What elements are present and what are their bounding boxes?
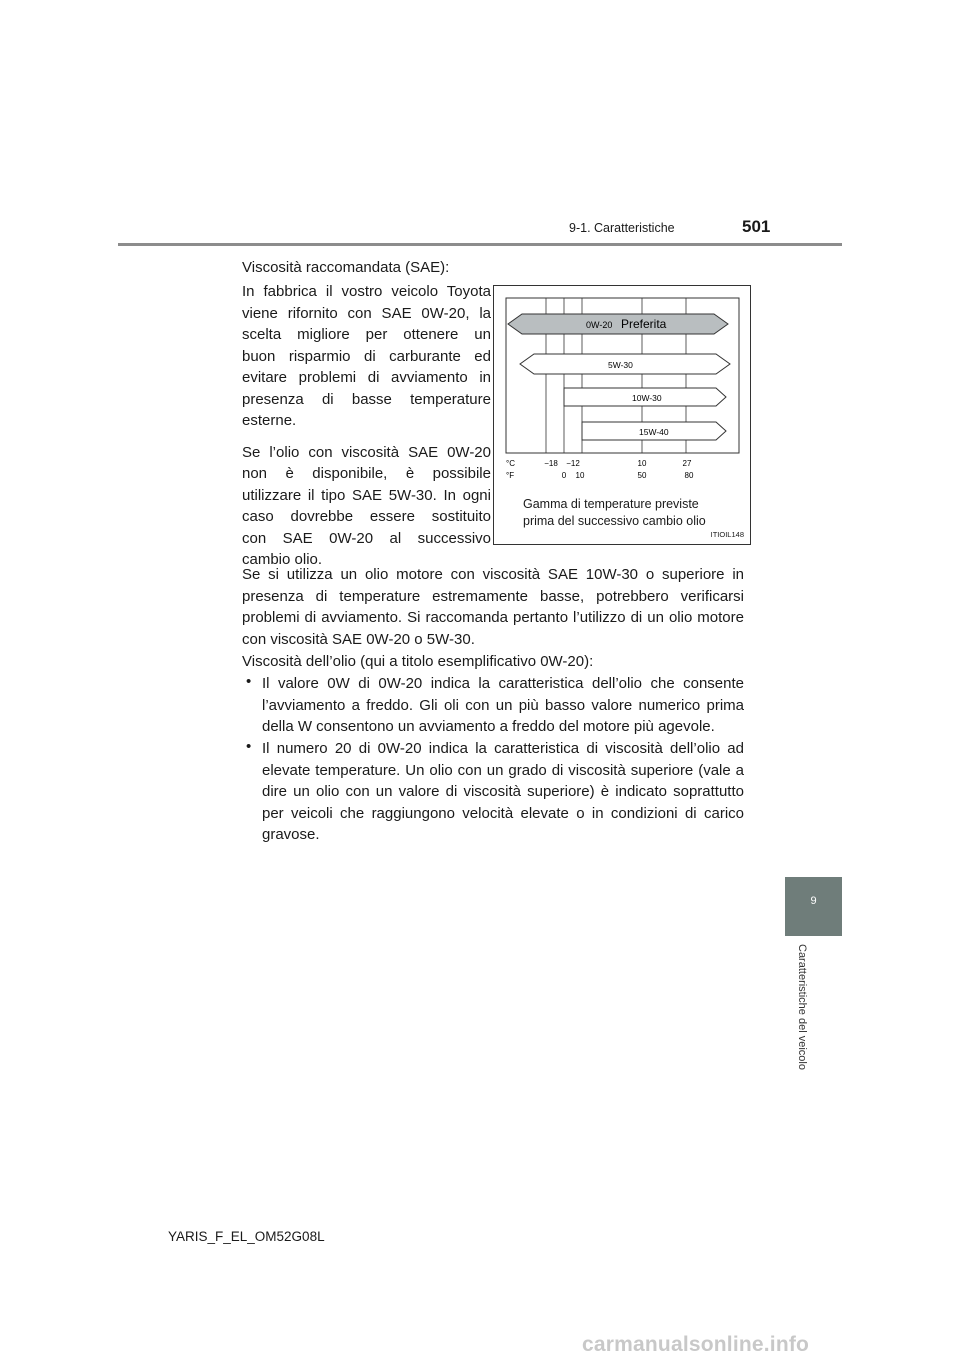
text-line: caso dovrebbe essere sostituito [242, 508, 491, 525]
bar-label-preferita: Preferita [621, 317, 667, 331]
left-column-text [242, 281, 491, 571]
text-line: viene rifornito con SAE 0W-20, la [242, 304, 491, 322]
tick-c-27: 27 [682, 459, 692, 468]
bullet-marker: • [246, 738, 252, 755]
bar-0w20 [508, 314, 728, 334]
bullet-marker: • [246, 673, 252, 690]
text-line: l’avviamento a freddo. Gli oli con un più basso valore numerico prima [262, 696, 744, 714]
page-number: 501 [742, 217, 771, 236]
fahrenheit-unit: °F [506, 471, 515, 480]
figure-caption [523, 496, 706, 530]
tick-f-10: 10 [575, 471, 585, 480]
text-line: per veicoli che raggiungono velocità elevate o in condizioni di carico [262, 804, 744, 822]
bar-label-15w40: 15W-40 [639, 427, 669, 437]
tick-f-0: 0 [561, 471, 567, 480]
tick-c-10: 10 [637, 459, 647, 468]
text-line: Il numero 20 di 0W-20 indica la caratteristica di viscosità dell’olio ad [262, 740, 744, 757]
text-line: scelta migliore per ottenere un [242, 326, 491, 343]
bar-label-5w30: 5W-30 [608, 360, 633, 370]
text-line: dire un olio con un valore di viscosità superiore) è indicato soprattutto [262, 783, 744, 800]
text-line: con viscosità SAE 0W-20 o 5W-30. [242, 630, 475, 648]
paragraph-low-temperature [242, 564, 744, 650]
text-line: gravose. [262, 826, 320, 843]
bullet-cold-start [262, 673, 744, 738]
text-line: non è disponibile, è possibile [242, 465, 491, 482]
tick-f-50: 50 [637, 471, 647, 480]
bar-label-0w20: 0W-20 [586, 320, 613, 330]
tick-c-minus12: −12 [566, 459, 580, 468]
text-line: Se si utilizza un olio motore con viscosità SAE 10W-30 o superiore in [242, 566, 744, 583]
bullet-high-temperature [262, 738, 744, 846]
text-line: utilizzare il tipo SAE 5W-30. In ogni [242, 486, 491, 504]
text-line: evitare problemi di avviamento in [242, 369, 491, 386]
text-line: buon risparmio di carburante ed [242, 347, 491, 365]
text-line: Il valore 0W di 0W-20 indica la caratteristica dell’olio che consente [262, 675, 744, 692]
oil-viscosity-figure [493, 285, 751, 545]
header-section-title: 9-1. Caratteristiche [569, 221, 675, 235]
celsius-unit: °C [506, 459, 515, 468]
figure-code: ITIOIL148 [710, 530, 744, 539]
watermark: carmanualsonline.info [582, 1333, 810, 1356]
caption-line: prima del successivo cambio olio [523, 514, 706, 528]
paragraph-viscosity-heading: Viscosità dell’olio (qui a titolo esemplificativo 0W-20): [242, 653, 594, 670]
bar-label-10w30: 10W-30 [632, 393, 662, 403]
text-line: esterne. [242, 412, 297, 429]
chapter-tab-number: 9 [810, 895, 817, 907]
text-line: presenza di basse temperature [242, 390, 491, 408]
text-line: cambio olio. [242, 551, 323, 568]
caption-line: Gamma di temperature previste [523, 497, 699, 511]
text-line: problemi di avviamento. Si raccomanda pertanto l’utilizzo di un olio motore [242, 609, 744, 626]
header-rule [118, 243, 842, 246]
intro-heading: Viscosità raccomandata (SAE): [242, 259, 450, 276]
footer-code: YARIS_F_EL_OM52G08L [168, 1229, 325, 1244]
tick-f-80: 80 [684, 471, 694, 480]
text-line: della W consentono un avviamento a freddo del motore più agevole. [262, 718, 715, 735]
text-line: In fabbrica il vostro veicolo Toyota [242, 283, 491, 300]
text-line: presenza di temperature estremamente basse, potrebbero verificarsi [242, 587, 744, 605]
text-line: elevate temperature. Un olio con un grado di viscosità superiore (vale a [262, 761, 744, 779]
chapter-side-label: Caratteristiche del veicolo [796, 944, 808, 1070]
text-line: con SAE 0W-20 al successivo [242, 529, 491, 547]
text-line: Se l’olio con viscosità SAE 0W-20 [242, 443, 491, 461]
tick-c-minus18: −18 [544, 459, 558, 468]
